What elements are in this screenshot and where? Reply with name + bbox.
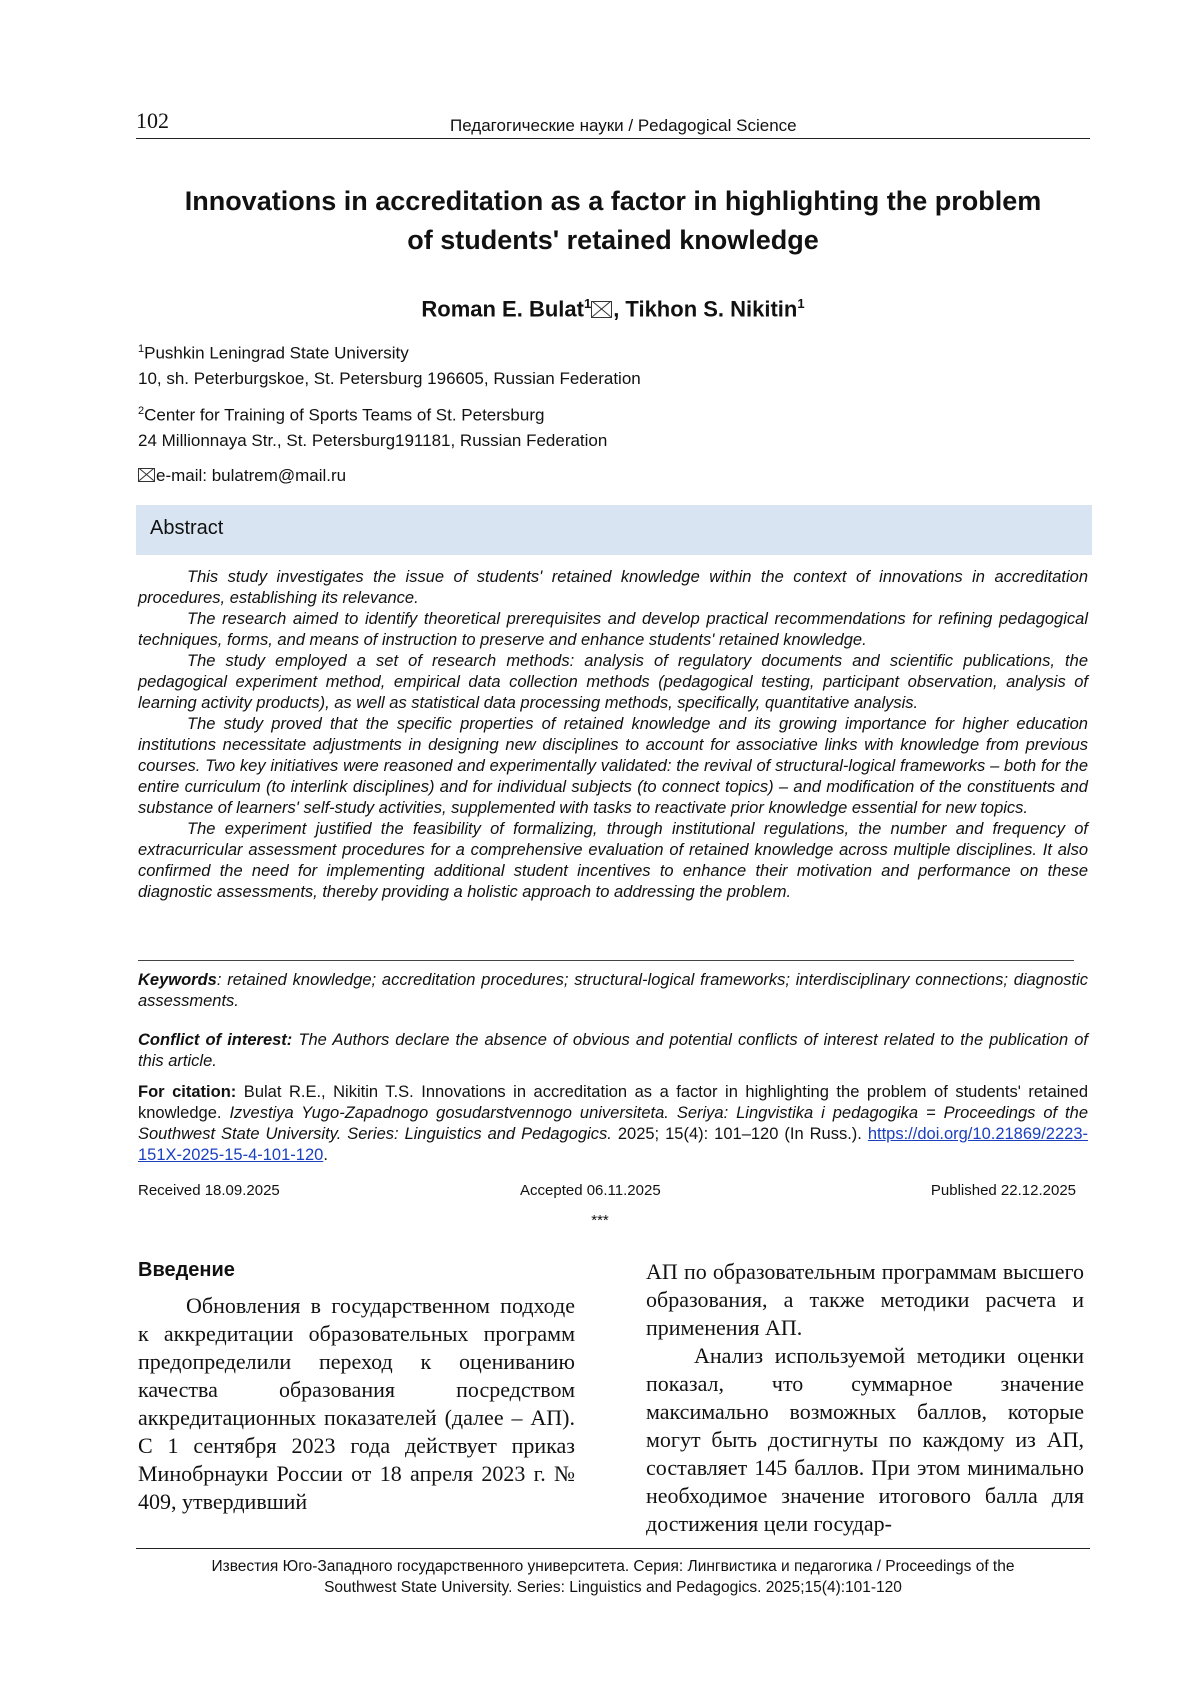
affiliation-name: Center for Training of Sports Teams of St. Petersburg bbox=[144, 405, 545, 425]
article-title bbox=[136, 182, 1090, 260]
body-paragraph: АП по образовательным программам высшего образования, а также методики расчета и применения АП. bbox=[646, 1259, 1084, 1340]
affiliation-name: Pushkin Leningrad State University bbox=[144, 343, 409, 363]
author-2: Tikhon S. Nikitin bbox=[625, 296, 798, 322]
contact-email[interactable] bbox=[138, 463, 346, 488]
keywords bbox=[138, 970, 1088, 1012]
body-paragraph: Обновления в государственном подходе к аккредитации образовательных программ предопределили переход к оцениванию качества образования посредством аккредитационных показателей (далее – АП). С 1 сентября 2023 года действует приказ Минобрнауки России от 18 апреля 2023 г. № 409, утвердивший bbox=[138, 1293, 575, 1514]
body-column-left bbox=[138, 1258, 575, 1516]
header-rule bbox=[136, 138, 1090, 139]
footer-line-1: Известия Юго-Западного государственного университета. Серия: Лингвистика и педагогика / Proceedings of the bbox=[211, 1558, 1015, 1575]
conflict-of-interest bbox=[138, 1030, 1088, 1072]
keywords-text: : retained knowledge; accreditation procedures; structural-logical frameworks; interdisciplinary connections; diagnostic assessments. bbox=[138, 971, 1088, 1010]
title-line-1: Innovations in accreditation as a factor in highlighting the problem bbox=[184, 186, 1042, 216]
running-title: Педагогические науки / Pedagogical Science bbox=[450, 116, 797, 135]
keywords-label: Keywords bbox=[138, 971, 217, 989]
citation-journal: Izvestiya Yugo-Zapadnogo gosudarstvennogo universiteta. Seriya: Lingvistika i pedagogika = Proceedings of the Southwest State University. Series: Linguistics and Pedagogics. bbox=[138, 1104, 1088, 1143]
abstract-heading-bar bbox=[136, 505, 1092, 555]
body-column-right bbox=[646, 1258, 1084, 1538]
title-line-2: of students' retained knowledge bbox=[407, 225, 819, 255]
conflict-label: Conflict of interest: bbox=[138, 1031, 293, 1049]
abstract-heading: Abstract bbox=[150, 517, 224, 539]
date-accepted: Accepted 06.11.2025 bbox=[520, 1182, 661, 1199]
section-separator: *** bbox=[591, 1212, 609, 1229]
author-1-affiliation-mark: 1 bbox=[583, 296, 592, 311]
doi-link[interactable]: https://doi.org/10.21869/2223-151X-2025-15-4-101-120 bbox=[138, 1125, 1088, 1164]
date-published: Published 22.12.2025 bbox=[930, 1182, 1076, 1199]
citation-volume: 2025; 15(4): 101–120 (In Russ.). bbox=[611, 1125, 862, 1143]
affiliation-address: 10, sh. Peterburgskoe, St. Petersburg 196605, Russian Federation bbox=[138, 368, 641, 388]
page-number: 102 bbox=[136, 108, 169, 133]
abstract-paragraph: The research aimed to identify theoretical prerequisites and develop practical recommendations for refining pedagogical techniques, forms, and means of instruction to preserve and enhance students' retained knowledge. bbox=[138, 610, 1088, 649]
doi-period: . bbox=[323, 1146, 328, 1164]
author-1: Roman E. Bulat bbox=[421, 296, 584, 322]
section-heading: Введение bbox=[138, 1259, 235, 1281]
date-received: Received 18.09.2025 bbox=[138, 1182, 280, 1199]
envelope-icon bbox=[591, 301, 612, 318]
citation-label: For citation: bbox=[138, 1083, 237, 1101]
footer-rule bbox=[136, 1548, 1090, 1549]
citation-text: Bulat R.E., Nikitin T.S. Innovations in accreditation as a factor in highlighting the problem of students' retained knowledge. bbox=[138, 1083, 1089, 1122]
envelope-icon bbox=[138, 468, 155, 482]
abstract-paragraph: This study investigates the issue of students' retained knowledge within the context of innovations in accreditation procedures, establishing its relevance. bbox=[138, 568, 1088, 607]
body-paragraph: Анализ используемой методики оценки показал, что суммарное значение максимально возможных баллов, которые могут быть достигнуты по каждому из АП, составляет 145 баллов. При этом минимально необходимое значение итогового балла для достижения цели государ- bbox=[646, 1343, 1084, 1536]
journal-footer bbox=[136, 1556, 1090, 1598]
affiliation-1 bbox=[138, 337, 641, 391]
author-2-affiliation-mark: 1 bbox=[797, 296, 805, 311]
abstract-paragraph: The experiment justified the feasibility of formalizing, through institutional regulations, the number and frequency of extracurricular assessment procedures for a comprehensive evaluation of retained knowledge across multiple disciplines. It also confirmed the need for implementing additional student incentives to enhance their motivation and performance on these diagnostic assessments, thereby providing a holistic approach to addressing the problem. bbox=[138, 820, 1088, 901]
authors bbox=[136, 296, 1090, 322]
abstract-paragraph: The study employed a set of research methods: analysis of regulatory documents and scientific publications, the pedagogical experiment method, empirical data collection methods (pedagogical testing, participant observation, analysis of learning activity products), as well as statistical data processing methods, specifically, quantitative analysis. bbox=[138, 652, 1088, 712]
abstract-body bbox=[138, 567, 1088, 903]
conflict-text: The Authors declare the absence of obvious and potential conflicts of interest related to the publication of this article. bbox=[138, 1031, 1089, 1070]
affiliation-2 bbox=[138, 399, 607, 453]
affiliation-mark: 2 bbox=[138, 405, 145, 417]
keywords-rule bbox=[138, 960, 1074, 961]
affiliation-address: 24 Millionnaya Str., St. Petersburg191181, Russian Federation bbox=[138, 430, 608, 450]
footer-line-2: Southwest State University. Series: Linguistics and Pedagogics. 2025;15(4):101-120 bbox=[324, 1579, 902, 1596]
email-text[interactable]: e-mail: bulatrem@mail.ru bbox=[156, 466, 347, 485]
affiliation-mark: 1 bbox=[138, 343, 145, 355]
author-separator: , bbox=[613, 296, 626, 322]
abstract-paragraph: The study proved that the specific properties of retained knowledge and its growing importance for higher education institutions necessitate adjustments in designing new disciplines to account for associative links with knowledge from previous courses. Two key initiatives were reasoned and experimentally validated: the revival of structural-logical frameworks – both for the entire curriculum (to interlink disciplines) and for individual subjects (to connect topics) – and modification of the constituents and substance of learners' self-study activities, supplemented with tasks to reactivate prior knowledge essential for new topics. bbox=[138, 715, 1088, 817]
citation bbox=[138, 1082, 1088, 1166]
